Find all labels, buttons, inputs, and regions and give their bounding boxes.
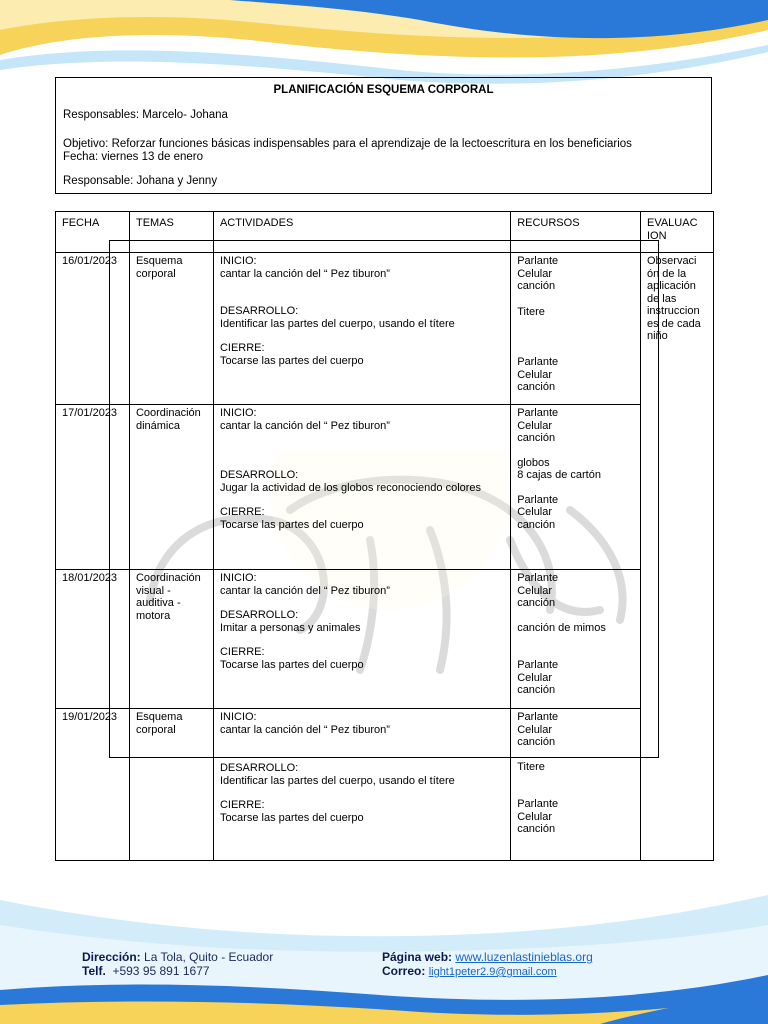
recurso-item: canción <box>517 597 556 609</box>
actividades-cell <box>213 253 510 405</box>
inicio-label: INICIO: <box>219 572 257 584</box>
tema-cell <box>129 253 213 405</box>
recurso-item: Titere <box>517 305 545 318</box>
desarrollo-text: Jugar la actividad de los globos reconociendo colores <box>219 481 482 494</box>
desarrollo-label: DESARROLLO: <box>219 305 299 317</box>
desarrollo-text: Identificar las partes del cuerpo, usando el títere <box>219 774 455 787</box>
table-header-row <box>56 212 714 253</box>
evaluacion-cell <box>640 253 713 861</box>
planning-info-box <box>55 77 712 194</box>
telf-label: Telf. <box>82 964 106 978</box>
column-header-actividades: ACTIVIDADES <box>213 212 510 253</box>
evaluacion-line: aplicación <box>646 280 696 292</box>
recurso-item: Celular <box>517 506 553 518</box>
fecha-cell: 16/01/2023 <box>56 253 130 405</box>
recurso-item: Celular <box>517 368 553 381</box>
telf-text: +593 95 891 1677 <box>112 964 210 978</box>
column-header-fecha: FECHA <box>56 212 130 253</box>
desarrollo-text: Imitar a personas y animales <box>219 621 361 634</box>
recurso-item: canción <box>517 432 556 444</box>
evaluacion-line: es de cada <box>646 317 701 330</box>
tema-line: corporal <box>135 267 176 280</box>
recurso-item: Parlante <box>517 255 559 267</box>
inicio-text: cantar la canción del “ Pez tiburon” <box>219 419 390 432</box>
desarrollo-label: DESARROLLO: <box>219 609 299 621</box>
cierre-text: Tocarse las partes del cuerpo <box>219 811 364 824</box>
fecha-cell: 17/01/2023 <box>56 405 130 570</box>
desarrollo-label: DESARROLLO: <box>219 762 299 774</box>
tema-line: Esquema <box>135 711 183 723</box>
recurso-item: canción <box>517 381 556 393</box>
fecha-cell: 18/01/2023 <box>56 570 130 709</box>
inicio-text: cantar la canción del “ Pez tiburon” <box>219 267 390 280</box>
cierre-text: Tocarse las partes del cuerpo <box>219 518 364 531</box>
cierre-text: Tocarse las partes del cuerpo <box>219 354 364 367</box>
recurso-item: Parlante <box>517 572 559 584</box>
footer-contact-right <box>382 950 593 978</box>
cierre-label: CIERRE: <box>219 646 265 658</box>
recurso-item: Parlante <box>517 659 559 671</box>
desarrollo-label: DESARROLLO: <box>219 469 299 481</box>
recurso-item: Parlante <box>517 798 559 810</box>
recurso-item: Celular <box>517 723 553 736</box>
recurso-item: Parlante <box>517 356 559 368</box>
fecha-text: Fecha: viernes 13 de enero <box>63 151 204 163</box>
recursos-cell <box>511 709 641 861</box>
inicio-label: INICIO: <box>219 711 257 723</box>
fecha-cell: 19/01/2023 <box>56 709 130 861</box>
evaluacion-header-line: EVALUAC <box>646 217 698 229</box>
evaluacion-line: de las <box>646 292 677 305</box>
cierre-label: CIERRE: <box>219 342 265 354</box>
recurso-item: globos <box>517 456 550 469</box>
cierre-label: CIERRE: <box>219 506 265 518</box>
email-link[interactable]: light1peter2.9@gmail.com <box>428 966 557 978</box>
recursos-cell <box>511 253 641 405</box>
evaluacion-header-line: ION <box>646 229 667 242</box>
footer-contact-left <box>82 950 273 978</box>
recurso-item: canción <box>517 518 556 531</box>
table-row <box>56 709 714 861</box>
correo-label: Correo: <box>382 964 426 978</box>
evaluacion-line: ón de la <box>646 267 687 280</box>
tema-line: motora <box>135 609 171 622</box>
actividades-cell <box>213 570 510 709</box>
tema-cell <box>129 709 213 861</box>
evaluacion-line: Observaci <box>646 255 697 267</box>
direccion-text: La Tola, Quito - Ecuador <box>144 950 274 964</box>
tema-line: auditiva - <box>135 597 181 609</box>
recurso-item: 8 cajas de cartón <box>517 469 601 481</box>
pagina-label: Página web: <box>382 950 453 964</box>
recurso-item: Titere <box>517 760 545 773</box>
inicio-label: INICIO: <box>219 407 257 419</box>
inicio-text: cantar la canción del “ Pez tiburon” <box>219 723 390 736</box>
website-link[interactable]: www.luzenlastinieblas.org <box>455 950 593 964</box>
tema-line: Coordinación <box>135 407 201 419</box>
cierre-text: Tocarse las partes del cuerpo <box>219 658 364 671</box>
recurso-item: Celular <box>517 267 553 280</box>
planning-table <box>55 211 714 861</box>
actividades-cell <box>213 405 510 570</box>
recurso-item: Celular <box>517 671 553 684</box>
recursos-cell <box>511 405 641 570</box>
column-header-evaluacion <box>640 212 713 253</box>
recursos-cell <box>511 570 641 709</box>
responsables-text: Responsables: Marcelo- Johana <box>63 109 228 121</box>
tema-line: dinámica <box>135 419 180 432</box>
table-row <box>56 570 714 709</box>
evaluacion-line: instruccion <box>646 305 700 317</box>
inicio-text: cantar la canción del “ Pez tiburon” <box>219 584 390 597</box>
cierre-label: CIERRE: <box>219 799 265 811</box>
recurso-item: canción de mimos <box>517 621 606 634</box>
tema-line: Esquema <box>135 255 183 267</box>
inicio-label: INICIO: <box>219 255 257 267</box>
tema-line: Coordinación <box>135 572 201 584</box>
evaluacion-line: niño <box>646 330 668 342</box>
recurso-item: Celular <box>517 810 553 823</box>
responsable-text: Responsable: Johana y Jenny <box>63 175 218 187</box>
column-header-recursos: RECURSOS <box>511 212 641 253</box>
tema-cell <box>129 405 213 570</box>
recurso-item: Celular <box>517 584 553 597</box>
recurso-item: canción <box>517 823 556 835</box>
recurso-item: canción <box>517 684 556 696</box>
direccion-label: Dirección: <box>82 950 141 964</box>
objetivo-text: Objetivo: Reforzar funciones básicas indispensables para el aprendizaje de la lectoescritura en los beneficiarios <box>63 138 632 150</box>
actividades-cell <box>213 709 510 861</box>
tema-cell <box>129 570 213 709</box>
recurso-item: Parlante <box>517 493 559 506</box>
tema-line: corporal <box>135 723 176 736</box>
desarrollo-text: Identificar las partes del cuerpo, usando el títere <box>219 317 455 330</box>
tema-line: visual - <box>135 584 171 597</box>
recurso-item: Parlante <box>517 407 559 419</box>
recurso-item: canción <box>517 280 556 292</box>
recurso-item: Parlante <box>517 711 559 723</box>
document-title: PLANIFICACIÓN ESQUEMA CORPORAL <box>273 84 494 96</box>
table-row <box>56 405 714 570</box>
recurso-item: canción <box>517 736 556 748</box>
column-header-temas: TEMAS <box>129 212 213 253</box>
recurso-item: Celular <box>517 419 553 432</box>
table-row <box>56 253 714 405</box>
